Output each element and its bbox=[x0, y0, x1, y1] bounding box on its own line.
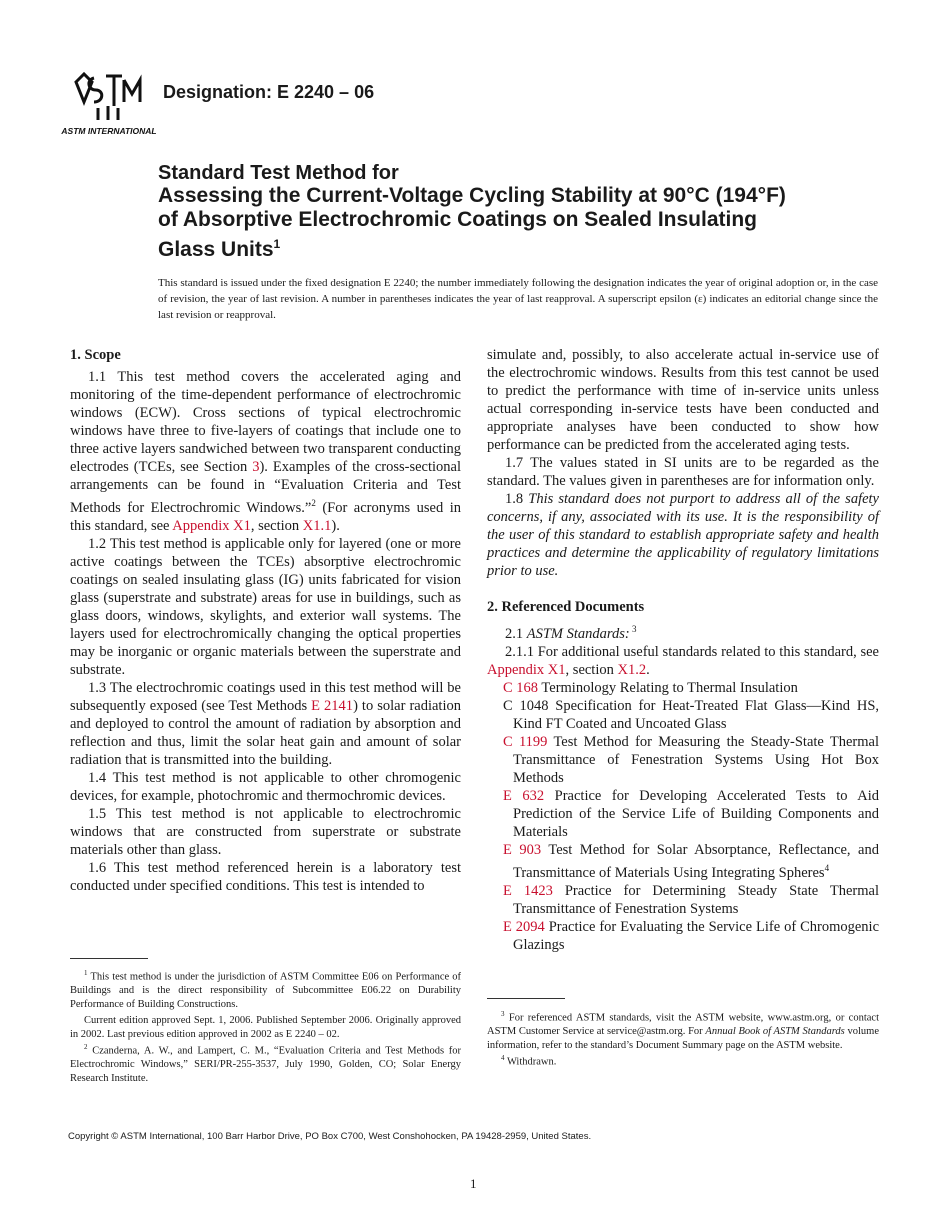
ref-code[interactable]: E 2094 bbox=[503, 918, 545, 935]
ref-item bbox=[487, 697, 879, 733]
designation: Designation: E 2240 – 06 bbox=[163, 82, 375, 102]
document-title: Assessing the Current-Voltage Cycling Stability at 90°C (194°F) of Absorptive Electrochromic Coatings on Sealed Insulating Glass Units$^1$ bbox=[158, 184, 786, 261]
footnote-3: $^3$ For referenced ASTM standards, visit the ASTM website, www.astm.org, or contact ASTM Customer Service at service@astm.org. For Annual Book of ASTM Standards volume information, refer to the standard’s Document Summary page on the ASTM website. bbox=[487, 1010, 879, 1051]
para-1-6-cont: simulate and, possibly, to also accelerate actual in-service use of the electrochromic windows. Results from this test cannot be used to predict the performance with time of in-service units unless actual corresponding in-service tests have been conducted and appropriate analyses have been conducted to show how performance can be predicted from the accelerated aging tests. bbox=[487, 347, 879, 453]
ref-title: Practice for Developing Accelerated Tests to Aid Prediction of the Service Life of Building Components and Materials bbox=[513, 787, 880, 840]
para-1-1: 1.1 This test method covers the accelerated aging and monitoring of the time-dependent performance of electrochromic windows (ECW). Cross sections of typical electrochromic windows have three to five-layers of coatings that include one to three active layers sandwiched between two transparent conducting electrodes (TCEs, see Section 3). Examples of the cross-sectional arrangements can be found in “Evaluation Criteria and Test Methods for Electrochromic Windows.”$^2$ (For acronyms used in this standard, see Appendix X1, section X1.1). bbox=[70, 369, 462, 534]
link-section-3[interactable]: 3 bbox=[252, 459, 260, 475]
left-column bbox=[70, 346, 461, 895]
ref-item bbox=[487, 918, 879, 954]
ref-code[interactable]: E 903 bbox=[503, 841, 542, 858]
scope-heading: 1. Scope bbox=[70, 347, 121, 363]
ref-item bbox=[487, 733, 879, 787]
title-line1: Standard Test Method for bbox=[158, 162, 399, 184]
ref-footnote-mark: 4 bbox=[824, 862, 830, 873]
ref-title: Test Method for Measuring the Steady-State Thermal Transmittance of Fenestration Systems Using Hot Box Methods bbox=[513, 733, 879, 786]
para-1-4: 1.4 This test method is not applicable to other chromogenic devices, for example, photochromic and thermochromic devices. bbox=[70, 769, 461, 804]
ref-code[interactable]: E 1423 bbox=[503, 882, 553, 899]
ref-title: Practice for Evaluating the Service Life of Chromogenic Glazings bbox=[513, 918, 880, 953]
title-footnote-mark: 1 bbox=[273, 237, 281, 251]
ref-item bbox=[487, 679, 879, 697]
footnote-rule-right bbox=[487, 998, 565, 999]
link-e2141[interactable]: E 2141 bbox=[311, 697, 354, 714]
ref-item bbox=[487, 841, 879, 882]
ref-title: Terminology Relating to Thermal Insulation bbox=[538, 679, 798, 696]
para-1-5: 1.5 This test method is not applicable to electrochromic windows that are constructed from superstrate or substrate materials other than glass. bbox=[70, 805, 461, 858]
ref-item bbox=[487, 882, 879, 918]
para-1-2: 1.2 This test method is applicable only for layered (one or more active coatings between the TCEs) absorptive electrochromic coatings on sealed insulating glass (IG) units fabricated for vision glass (superstrate and substrate) areas for use in buildings, such as glass doors, windows, skylights, and exterior wall systems. The layers used for electrochromically changing the optical properties may be inorganic or organic materials between the superstrate and substrate. bbox=[70, 535, 461, 678]
footnote-4: $^4$ Withdrawn. bbox=[501, 1054, 557, 1068]
link-x1-1[interactable]: X1.1 bbox=[302, 517, 332, 534]
ref-title: Specification for Heat-Treated Flat Glass—Kind HS, Kind FT Coated and Uncoated Glass bbox=[513, 697, 880, 732]
para-2-1-1: 2.1.1 For additional useful standards related to this standard, see Appendix X1, section X1.2. bbox=[487, 643, 879, 678]
footnotes-left bbox=[70, 967, 461, 1085]
footnote-1: $^1$ This test method is under the jurisdiction of ASTM Committee E06 on Performance of Buildings and is the direct responsibility of Subcommittee E06.22 on Durability Performance of Building Constructions. bbox=[70, 969, 462, 1010]
copyright: Copyright © ASTM International, 100 Barr Harbor Drive, PO Box C700, West Conshohocken, PA 19428-2959, United States. bbox=[68, 1131, 592, 1142]
ref-code[interactable]: E 632 bbox=[503, 787, 545, 804]
ref-item bbox=[487, 787, 879, 841]
referenced-standards-list bbox=[487, 679, 879, 954]
para-2-1: 2.1 ASTM Standards: $^3$ bbox=[505, 624, 637, 642]
para-1-3: 1.3 The electrochromic coatings used in this test method will be subsequently exposed (see Test Methods E 2141) to solar radiation and deployed to control the amount of radiation by absorption and reflection and thus, limit the solar heat gain and amount of solar radiation that is transmitted into the building. bbox=[70, 679, 461, 768]
link-x1-2[interactable]: X1.2 bbox=[617, 661, 647, 678]
para-1-6: 1.6 This test method referenced herein is a laboratory test conducted under specified conditions. This test is intended to bbox=[70, 859, 461, 894]
footnote-2: $^2$ Czanderna, A. W., and Lampert, C. M., “Evaluation Criteria and Test Methods for Electrochromic Windows,” SERI/PR-255-3537, July 1990, Golden, CO; Solar Energy Research Institute. bbox=[70, 1043, 461, 1084]
footnote-rule-left bbox=[70, 958, 148, 959]
link-appendix-x1-2[interactable]: Appendix X1 bbox=[487, 661, 566, 678]
ref-title: Practice for Determining Steady State Thermal Transmittance of Fenestration Systems bbox=[513, 882, 880, 917]
footnotes-right bbox=[487, 1008, 879, 1069]
title-block bbox=[158, 162, 878, 262]
footnote-1b: Current edition approved Sept. 1, 2006. Published September 2006. Originally approved in 2002. Last previous edition approved in 2002 as E 2240 – 02. bbox=[70, 1015, 461, 1040]
page-number: 1 bbox=[470, 1176, 477, 1191]
refdocs-heading: 2. Referenced Documents bbox=[487, 599, 645, 615]
para-1-7: 1.7 The values stated in SI units are to be regarded as the standard. The values given in parentheses are for information only. bbox=[487, 455, 879, 489]
ref-code[interactable]: C 168 bbox=[503, 679, 539, 696]
astm-logo bbox=[61, 72, 157, 140]
right-column bbox=[487, 346, 879, 954]
preamble: This standard is issued under the fixed designation E 2240; the number immediately following the designation indicates the year of original adoption or, in the case of revision, the year of last revision. A number in parentheses indicates the year of last reapproval. A superscript epsilon (ε) indicates an editorial change since the last revision or reapproval. bbox=[158, 277, 878, 321]
ref-code: C 1048 bbox=[503, 697, 549, 714]
ref-title: Test Method for Solar Absorptance, Reflectance, and Transmittance of Materials Using Integrating Spheres bbox=[513, 841, 879, 881]
para-1-8: 1.8 This standard does not purport to address all of the safety concerns, if any, associated with its use. It is the responsibility of the user of this standard to establish appropriate safety and health practices and determine the applicability of regulatory limitations prior to use. bbox=[487, 491, 879, 579]
logo-text: ASTM INTERNATIONAL bbox=[61, 126, 157, 136]
link-appendix-x1[interactable]: Appendix X1 bbox=[172, 517, 251, 534]
ref-code[interactable]: C 1199 bbox=[503, 733, 548, 750]
